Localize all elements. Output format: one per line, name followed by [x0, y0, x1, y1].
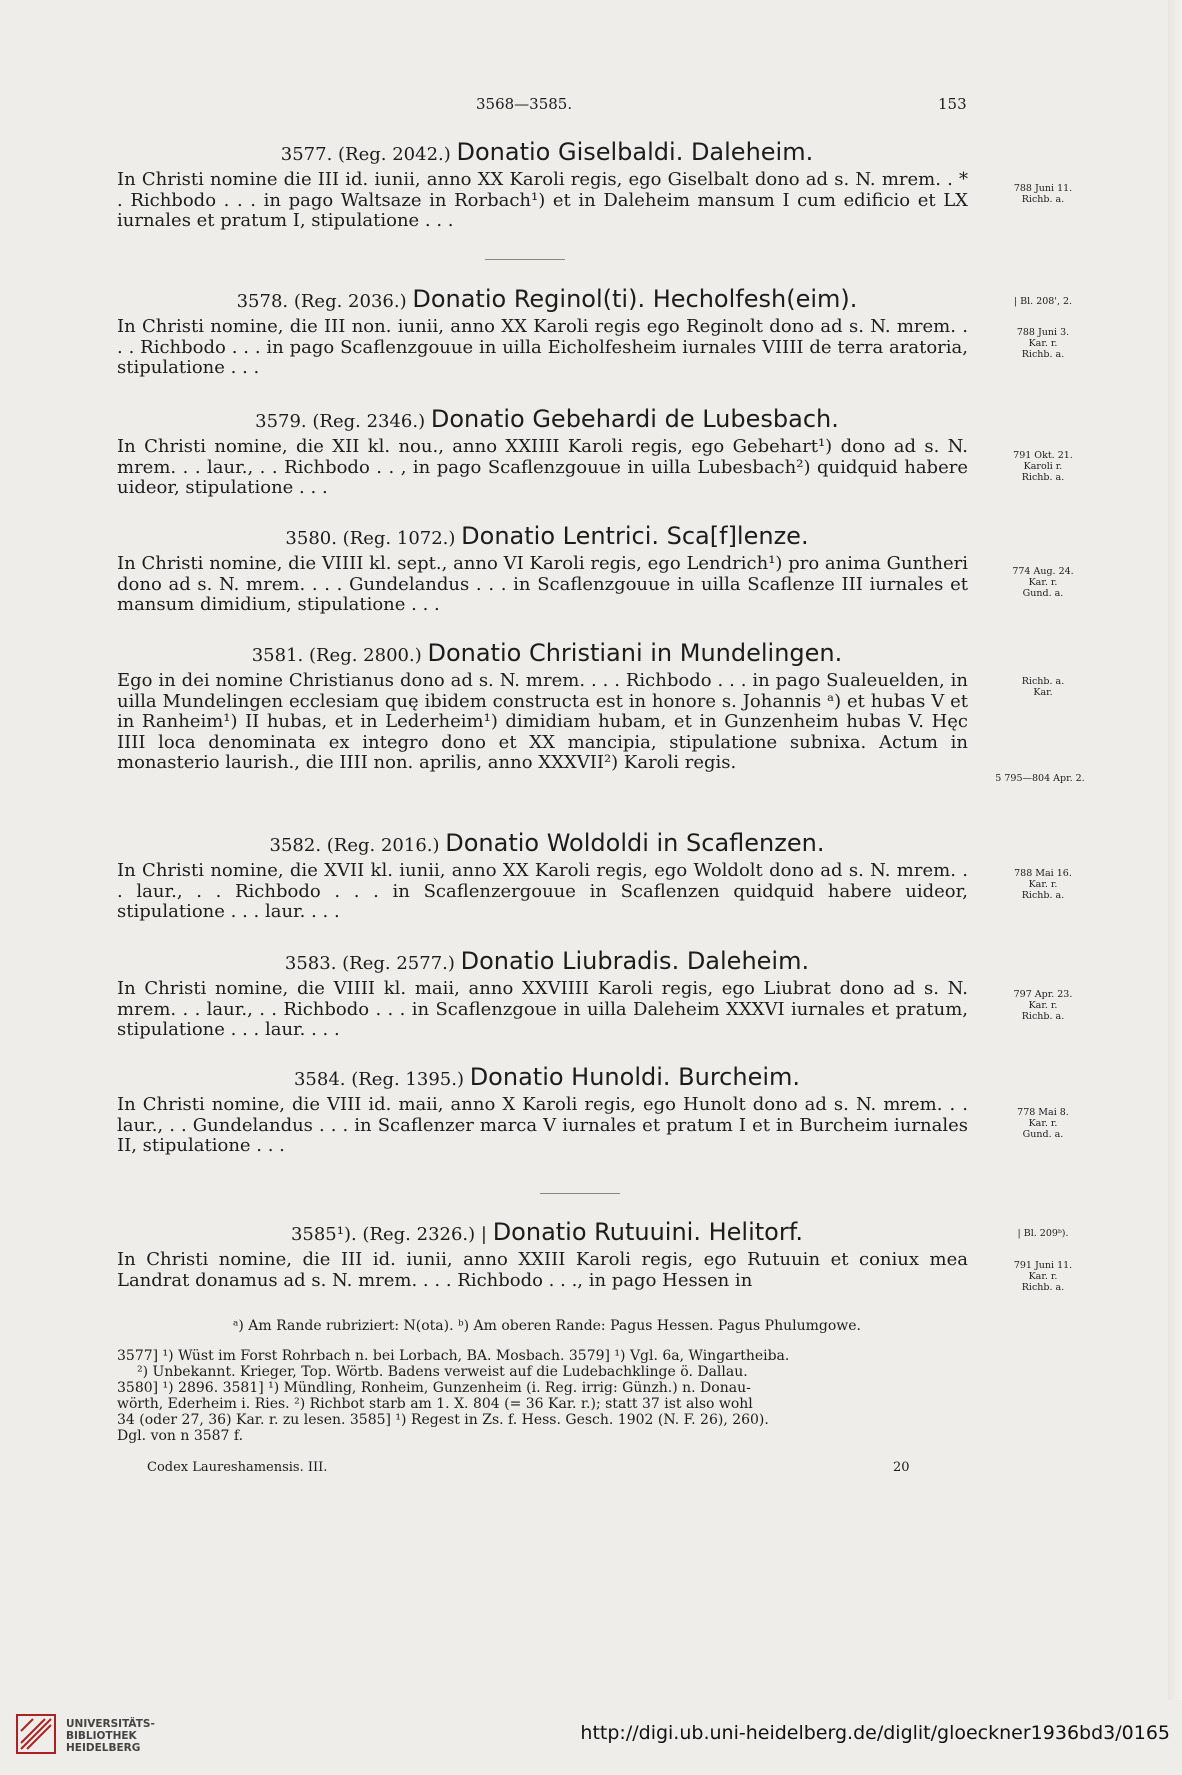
running-header [0, 95, 1182, 115]
entry-3581 [117, 641, 977, 774]
entry-title: 3585¹). (Reg. 2326.) | Donatio Rutuuini. Helitorf. [290, 1218, 804, 1246]
separator-line [540, 1193, 620, 1194]
book-title: Codex Laureshamensis. III. [147, 1460, 328, 1475]
margin-note: 774 Aug. 24. Kar. r. Gund. a. [1012, 566, 1074, 599]
entry-text: In Christi nomine, die III non. iunii, anno XX Karoli regis ego Reginolt dono ad s. N. mrem. . . . Richbodo . . . in pago Scaflenzgouue in uilla Eicholfesheim iurnales VIIII de terra aratoria, stipulatione . . . [117, 316, 968, 378]
margin-note: 788 Mai 16. Kar. r. Richb. a. [1014, 868, 1072, 901]
entry-3583 [117, 949, 977, 1041]
header-range: 3568—3585. [476, 95, 573, 113]
entry-3582 [117, 831, 977, 923]
entry-title: 3582. (Reg. 2016.) Donatio Woldoldi in Scaflenzen. [269, 829, 825, 857]
entry-3579 [117, 407, 977, 499]
margin-note: 788 Juni 11. Richb. a. [1013, 183, 1073, 205]
margin-note: 797 Apr. 23. Kar. r. Richb. a. [1013, 989, 1073, 1022]
margin-note: 788 Juni 3. Kar. r. Richb. a. [1016, 327, 1070, 360]
margin-note: Richb. a. Kar. [1021, 676, 1065, 698]
library-logo-icon [15, 1713, 57, 1755]
entry-text: Ego in dei nomine Christianus dono ad s. N. mrem. . . . Richbodo . . . in pago Sualeuelden, in uilla Mundelingen ecclesiam quę ibidem constructa est in honore s. Johannis ᵃ) et hubas V et in Ranheim¹) II hubas, et in Lederheim¹) dimidiam hubam, et in Gunzenheim hubas V. Hęc IIII loca denominata ex integro dono et XX mancipia, stipulatione subnixa. Actum in monasterio laurish., die IIII non. aprilis, anno XXXVII²) Karoli regis. [117, 670, 968, 773]
page-footer [117, 1460, 977, 1476]
entry-text: In Christi nomine, die XVII kl. iunii, anno XX Karoli regis, ego Woldolt dono ad s. N. mrem. . . laur., . . Richbodo . . . in Scaflenzergouue in Scaflenzen quidquid habere uideor, stipulatione . . . laur. . . . [117, 860, 968, 922]
page-number: 153 [938, 95, 967, 113]
entry-title: 3579. (Reg. 2346.) Donatio Gebehardi de Lubesbach. [255, 405, 839, 433]
margin-date: 5 795—804 Apr. 2. [995, 773, 1085, 784]
entry-title: 3581. (Reg. 2800.) Donatio Christiani in Mundelingen. [251, 639, 843, 667]
margin-folio: | Bl. 208', 2. [1013, 296, 1073, 307]
entry-title: 3583. (Reg. 2577.) Donatio Liubradis. Daleheim. [284, 947, 810, 975]
margin-note: 778 Mai 8. Kar. r. Gund. a. [1017, 1107, 1069, 1140]
entry-text: In Christi nomine die III id. iunii, anno XX Karoli regis, ego Giselbalt dono ad s. N. mrem. . * . Richbodo . . . in pago Waltsaze in Rorbach¹) et in Daleheim mansum I cum edificio et LX iurnales et pratum I, stipulatione . . . [117, 169, 968, 231]
entry-text: In Christi nomine, die VIII id. maii, anno X Karoli regis, ego Hunolt dono ad s. N. mrem. . . laur., . . Gundelandus . . . in Scaflenzer marca V iurnales et pratum I et in Burcheim iurnales II, stipulatione . . . [117, 1094, 968, 1156]
margin-folio: | Bl. 209ᵇ). [1017, 1228, 1069, 1239]
library-name: UNIVERSITÄTS- BIBLIOTHEK HEIDELBERG [66, 1718, 155, 1754]
entry-text: In Christi nomine, die III id. iunii, anno XXIII Karoli regis, ego Rutuuin et coniux mea Landrat donamus ad s. N. mrem. . . . Richbodo . . ., in pago Hessen in [117, 1249, 968, 1291]
entry-3578 [117, 287, 977, 379]
separator-line [485, 259, 565, 260]
entry-title: 3580. (Reg. 1072.) Donatio Lentrici. Sca[f]lenze. [285, 522, 809, 550]
margin-note: 791 Okt. 21. Karoli r. Richb. a. [1013, 450, 1073, 483]
numbered-footnotes: 3577] ¹) Wüst im Forst Rohrbach n. bei Lorbach, BA. Mosbach. 3579] ¹) Vgl. 6a, Wingartheiba. ²) Unbekannt. Krieger, Top. Wörtb. Badens verweist auf die Ludebachklinge ö. Dallau. 3580] ¹) 2896. 3581] ¹) Mündling, Ronheim, Gunzenheim (i. Reg. irrig: Günzh.) n. Donau- wörth, Ederheim i. Ries. ²) Richbot starb am 1. X. 804 (= 36 Kar. r.); statt 37 ist also wohl 34 (oder 27, 36) Kar. r. zu lesen. 3585] ¹) Regest in Zs. f. Hess. Gesch. 1902 (N. F. 26), 260). Dgl. von n 3587 f. [117, 1348, 790, 1444]
entry-3580 [117, 524, 977, 616]
entry-3584 [117, 1065, 977, 1157]
entry-title: 3577. (Reg. 2042.) Donatio Giselbaldi. Daleheim. [280, 138, 814, 166]
source-url[interactable]: http://digi.ub.uni-heidelberg.de/diglit/gloeckner1936bd3/0165 [580, 1722, 1170, 1744]
entry-text: In Christi nomine, die VIIII kl. sept., anno VI Karoli regis, ego Lendrich¹) pro anima Guntheri dono ad s. N. mrem. . . . Gundelandus . . . in Scaflenzgouue in uilla Scaflenze III iurnales et mansum dimidium, stipulatione . . . [117, 553, 968, 615]
entry-text: In Christi nomine, die VIIII kl. maii, anno XXVIIII Karoli regis, ego Liubrat dono ad s. N. mrem. . . laur., . . Richbodo . . . in Scaflenzgoue in uilla Daleheim XXXVI iurnales et pratum, stipulatione . . . laur. . . . [117, 978, 968, 1040]
entry-3577 [117, 140, 977, 232]
entry-title: 3578. (Reg. 2036.) Donatio Reginol(ti). Hecholfesh(eim). [236, 285, 858, 313]
margin-note: 791 Juni 11. Kar. r. Richb. a. [1013, 1260, 1073, 1293]
entry-text: In Christi nomine, die XII kl. nou., anno XXIIII Karoli regis, ego Gebehart¹) dono ad s. N. mrem. . . laur., . . Richbodo . . , in pago Scaflenzgouue in uilla Lubesbach²) quidquid habere uideor, stipulatione . . . [117, 436, 968, 498]
entry-title: 3584. (Reg. 1395.) Donatio Hunoldi. Burcheim. [293, 1063, 801, 1091]
page-edge [1168, 0, 1182, 1700]
entry-3585 [117, 1220, 977, 1291]
signature-mark: 20 [893, 1460, 910, 1475]
letter-footnotes: ᵃ) Am Rande rubriziert: N(ota). ᵇ) Am oberen Rande: Pagus Hessen. Pagus Phulumgowe. [232, 1318, 862, 1334]
